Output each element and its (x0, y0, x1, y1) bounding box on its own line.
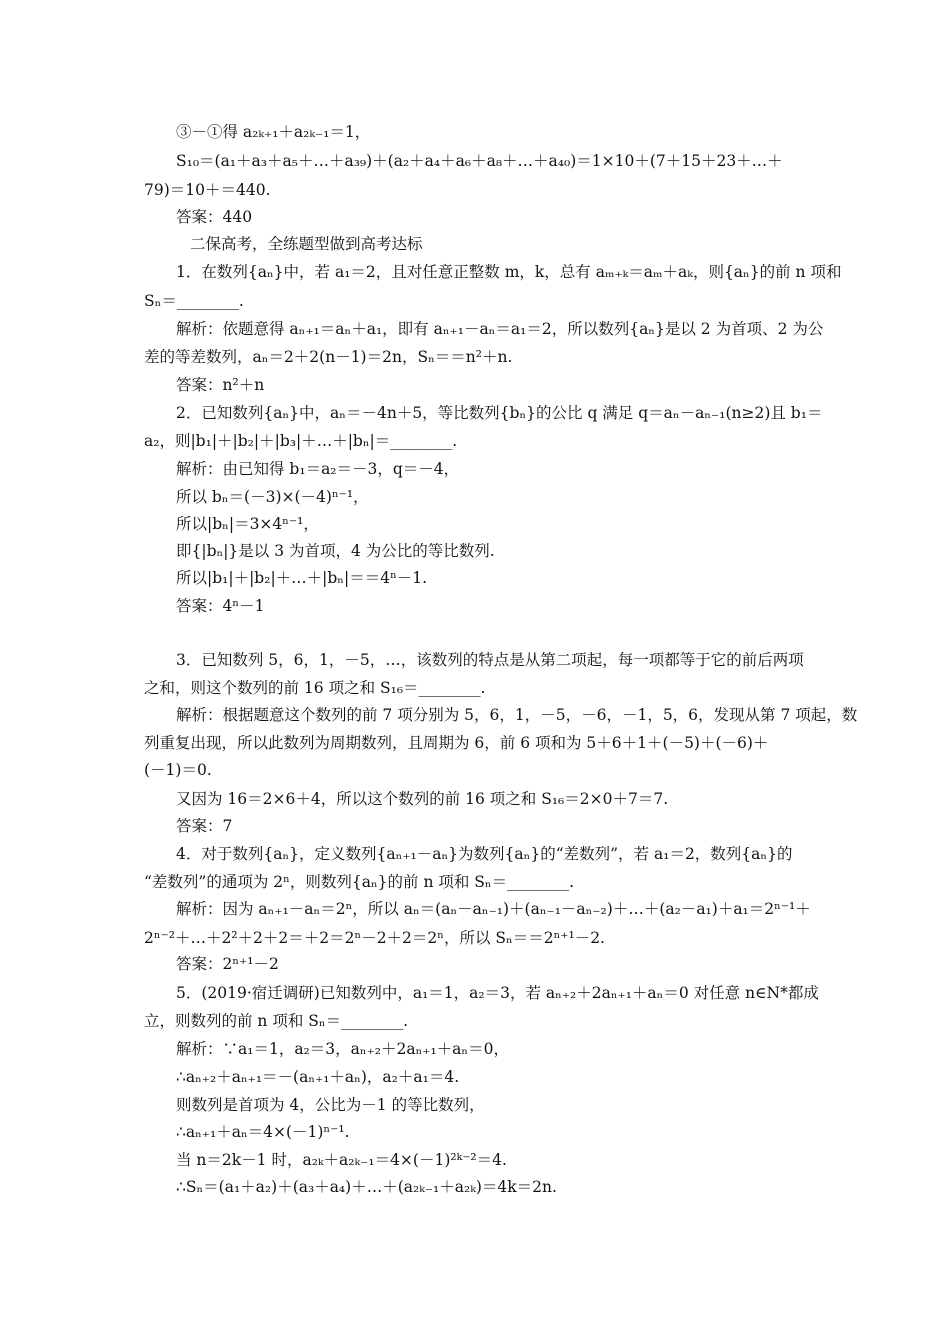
text-line: 解析：依题意得 aₙ₊₁＝aₙ＋a₁，即有 aₙ₊₁－aₙ＝a₁＝2，所以数列{aₙ}是以 2 为首项、2 为公 (176, 320, 824, 338)
text-line: 又因为 16＝2×6＋4，所以这个数列的前 16 项之和 S₁₆＝2×0＋7＝7. (176, 790, 669, 808)
answer-line: 答案：440 (176, 208, 253, 226)
text-line: 所以|bₙ|＝3×4ⁿ⁻¹， (176, 515, 319, 533)
answer-line: 答案：4ⁿ－1 (176, 597, 265, 615)
question-4: 4．对于数列{aₙ}，定义数列{aₙ₊₁－aₙ}为数列{aₙ}的“差数列”，若 a₁＝2，数列{aₙ}的 (176, 845, 793, 863)
text-line: ∴aₙ₊₂＋aₙ₊₁＝－(aₙ₊₁＋aₙ)，a₂＋a₁＝4. (176, 1068, 460, 1086)
text-line: 所以|b₁|＋|b₂|＋…＋|bₙ|＝＝4ⁿ－1. (176, 569, 428, 587)
text-line: ∴Sₙ＝(a₁＋a₂)＋(a₃＋a₄)＋…＋(a₂ₖ₋₁＋a₂ₖ)＝4k＝2n. (176, 1178, 557, 1196)
text-line: 当 n＝2k－1 时，a₂ₖ＋a₂ₖ₋₁＝4×(－1)²ᵏ⁻²＝4. (176, 1151, 507, 1169)
text-line: 即{|bₙ|}是以 3 为首项，4 为公比的等比数列. (176, 542, 495, 560)
text-line: ∴aₙ₊₁＋aₙ＝4×(－1)ⁿ⁻¹. (176, 1123, 350, 1141)
text-line: 所以 bₙ＝(－3)×(－4)ⁿ⁻¹， (176, 488, 369, 506)
text-line: “差数列”的通项为 2ⁿ，则数列{aₙ}的前 n 项和 Sₙ＝________. (144, 873, 575, 891)
question-5: 5．(2019·宿迁调研)已知数列中，a₁＝1，a₂＝3，若 aₙ₊₂＋2aₙ₊₁＋aₙ＝0 对任意 n∈N*都成 (176, 984, 819, 1002)
text-line: 之和，则这个数列的前 16 项之和 S₁₆＝________. (144, 679, 486, 697)
text-line: (－1)＝0. (144, 761, 212, 779)
answer-line: 答案：n²＋n (176, 376, 265, 394)
text-line: 则数列是首项为 4，公比为－1 的等比数列， (176, 1096, 485, 1114)
text-line: 解析：∵a₁＝1，a₂＝3，aₙ₊₂＋2aₙ₊₁＋aₙ＝0， (176, 1040, 509, 1058)
text-line: 解析：由已知得 b₁＝a₂＝－3，q＝－4， (176, 460, 460, 478)
question-2: 2．已知数列{aₙ}中，aₙ＝－4n＋5，等比数列{bₙ}的公比 q 满足 q＝aₙ－aₙ₋₁(n≥2)且 b₁＝ (176, 404, 823, 422)
text-line: 立，则数列的前 n 项和 Sₙ＝________. (144, 1012, 409, 1030)
text-line: a₂，则|b₁|＋|b₂|＋|b₃|＋…＋|bₙ|＝________. (144, 432, 458, 450)
question-3: 3．已知数列 5，6，1，－5，…，该数列的特点是从第二项起，每一项都等于它的前后两项 (176, 651, 804, 669)
text-line: 79)＝10＋＝440. (144, 181, 271, 199)
text-line: Sₙ＝________. (144, 292, 244, 310)
text-line: 解析：根据题意这个数列的前 7 项分别为 5，6，1，－5，－6，－1，5，6，发现从第 7 项起，数 (176, 706, 858, 724)
text-line: S₁₀＝(a₁＋a₃＋a₅＋…＋a₃₉)＋(a₂＋a₄＋a₆＋a₈＋…＋a₄₀)＝1×10＋(7＋15＋23＋…＋ (176, 152, 783, 170)
text-line: 列重复出现，所以此数列为周期数列，且周期为 6，前 6 项和为 5＋6＋1＋(－5)＋(－6)＋ (144, 734, 769, 752)
text-line: 差的等差数列，aₙ＝2＋2(n－1)＝2n，Sₙ＝＝n²＋n. (144, 348, 513, 366)
answer-line: 答案：2ⁿ⁺¹－2 (176, 955, 279, 973)
answer-line: 答案：7 (176, 817, 233, 835)
text-line: 解析：因为 aₙ₊₁－aₙ＝2ⁿ，所以 aₙ＝(aₙ－aₙ₋₁)＋(aₙ₋₁－aₙ₋₂)＋…＋(a₂－a₁)＋a₁＝2ⁿ⁻¹＋ (176, 900, 811, 918)
section-heading: 二保高考，全练题型做到高考达标 (190, 235, 423, 253)
text-line: 2ⁿ⁻²＋…＋2²＋2＋2＝＋2＝2ⁿ－2＋2＝2ⁿ，所以 Sₙ＝＝2ⁿ⁺¹－2. (144, 929, 605, 947)
question-1: 1．在数列{aₙ}中，若 a₁＝2，且对任意正整数 m，k，总有 aₘ₊ₖ＝aₘ＋aₖ，则{aₙ}的前 n 项和 (176, 263, 842, 281)
text-line: ③－①得 a₂ₖ₊₁＋a₂ₖ₋₁＝1， (176, 123, 371, 141)
